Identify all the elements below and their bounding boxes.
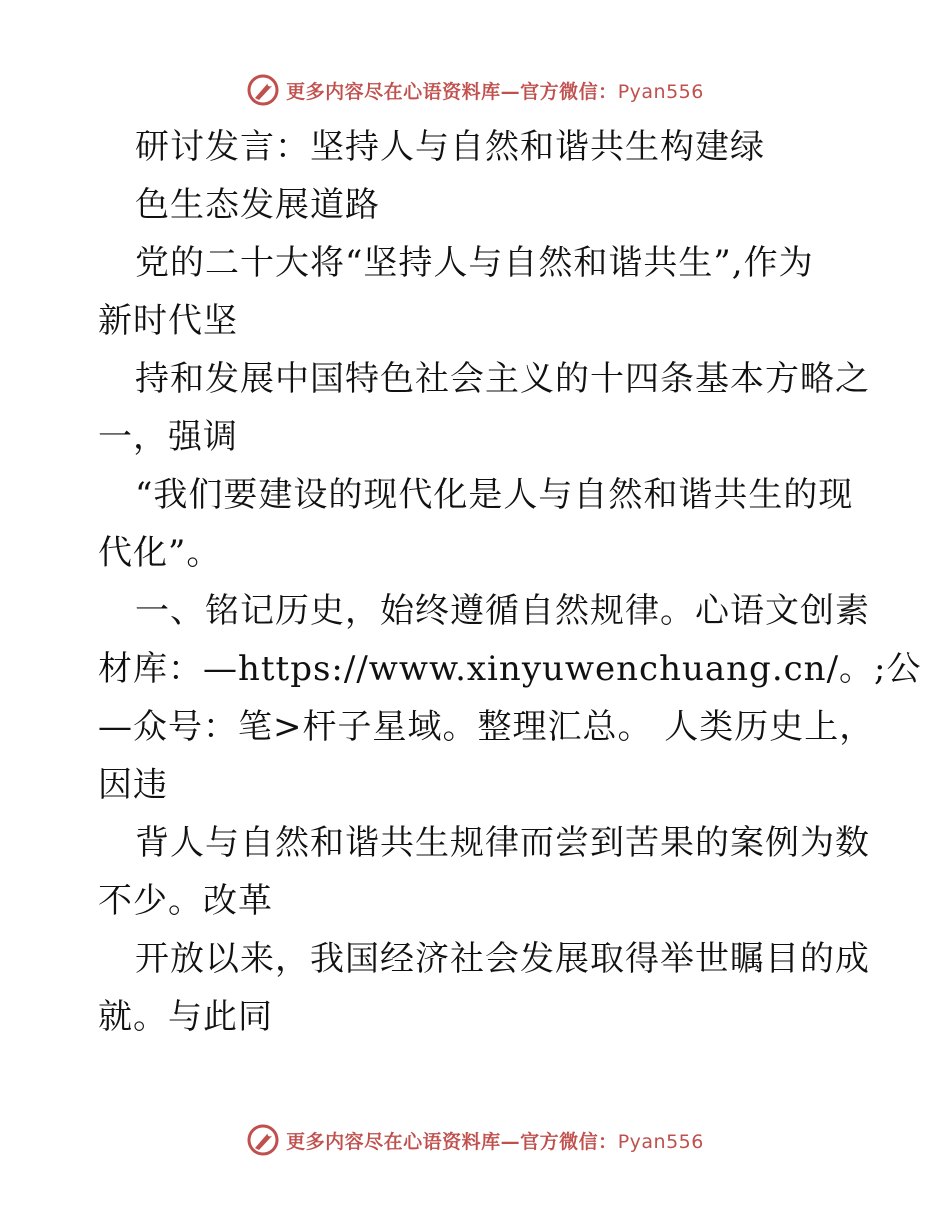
- text-line: 因违: [98, 765, 168, 805]
- text-line: 材库：—https://www.xinyuwenchuang.cn/。;公: [98, 649, 922, 689]
- pen-logo-icon: [246, 73, 280, 107]
- text-line: 持和发展中国特色社会主义的十四条基本方略之: [135, 359, 870, 399]
- text-line: 背人与自然和谐共生规律而尝到苦果的案例为数: [135, 823, 870, 863]
- text-line: 研讨发言：坚持人与自然和谐共生构建绿: [135, 127, 765, 167]
- text-line: 一，强调: [98, 417, 238, 457]
- text-line: 不少。改革: [98, 881, 273, 921]
- text-line: —众号：笔>杆子星域。整理汇总。 人类历史上，: [98, 707, 875, 747]
- text-line: 就。与此同: [98, 997, 273, 1037]
- text-line: 色生态发展道路: [135, 185, 380, 225]
- text-line: 一、铭记历史，始终遵循自然规律。心语文创素: [135, 591, 870, 631]
- text-line: 新时代坚: [98, 301, 238, 341]
- footer-watermark: [0, 1120, 950, 1160]
- header-watermark: [0, 70, 950, 110]
- watermark-text: 更多内容尽在心语资料库—官方微信：Pyan556: [286, 80, 704, 103]
- text-line: “我们要建设的现代化是人与自然和谐共生的现: [135, 475, 854, 515]
- watermark-text: 更多内容尽在心语资料库—官方微信：Pyan556: [286, 1130, 704, 1153]
- pen-logo-icon: [246, 1123, 280, 1157]
- document-body: [98, 118, 922, 1046]
- text-line: 代化”。: [98, 533, 222, 573]
- text-line: 开放以来，我国经济社会发展取得举世瞩目的成: [135, 939, 870, 979]
- text-line: 党的二十大将“坚持人与自然和谐共生”,作为: [135, 243, 814, 283]
